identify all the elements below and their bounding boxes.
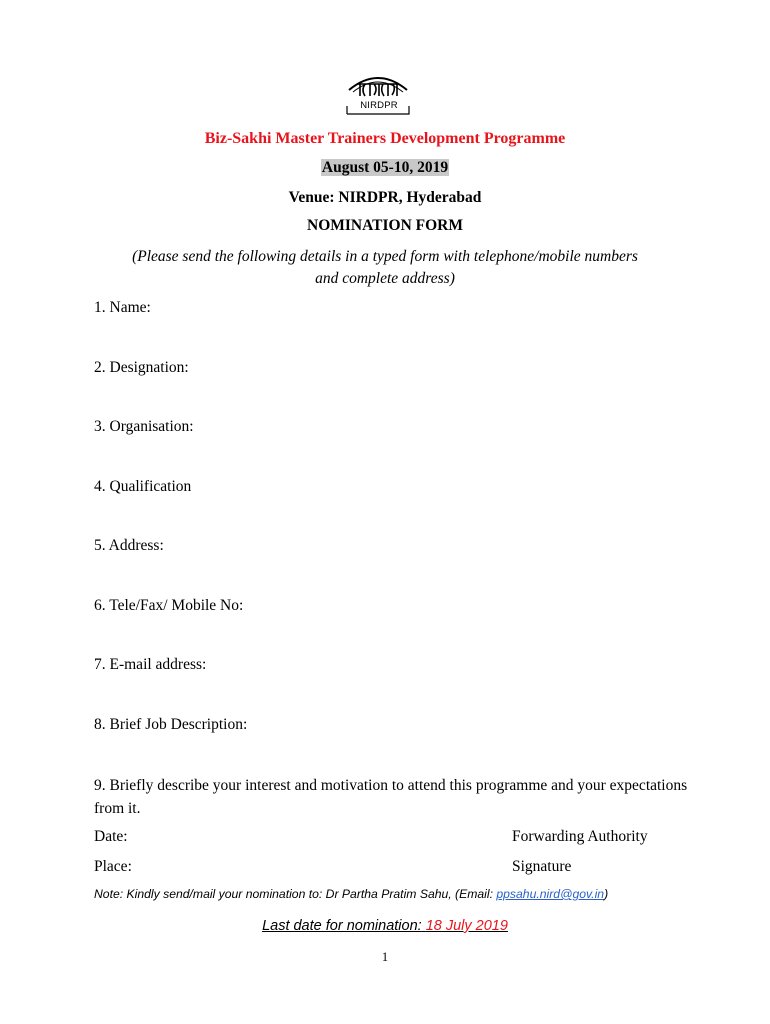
note-text: Note: Kindly send/mail your nomination to: Dr Partha Pratim Sahu, (Email: bbox=[94, 887, 497, 901]
form-title: NOMINATION FORM bbox=[307, 217, 463, 234]
field-designation: 2. Designation: bbox=[94, 359, 189, 376]
nomination-deadline bbox=[0, 918, 770, 934]
note-closing: ) bbox=[604, 887, 609, 901]
instruction-line-1: (Please send the following details in a typed form with telephone/mobile numbers bbox=[132, 248, 638, 265]
logo-text: NIRDPR bbox=[360, 100, 398, 111]
venue: Venue: NIRDPR, Hyderabad bbox=[288, 189, 482, 206]
place-label: Place: bbox=[94, 858, 132, 875]
programme-title: Biz-Sakhi Master Trainers Development Programme bbox=[204, 130, 566, 147]
field-interest-motivation: 9. Briefly describe your interest and motivation to attend this programme and your expectations from it. bbox=[94, 777, 688, 817]
field-email: 7. E-mail address: bbox=[94, 656, 207, 673]
signature-label: Signature bbox=[512, 858, 572, 875]
page-number: 1 bbox=[381, 950, 389, 964]
field-name: 1. Name: bbox=[94, 299, 151, 316]
field-job-description: 8. Brief Job Description: bbox=[94, 716, 248, 733]
field-tele-fax-mobile: 6. Tele/Fax/ Mobile No: bbox=[94, 597, 244, 614]
deadline-label: Last date for nomination: bbox=[262, 918, 422, 934]
programme-dates-text: August 05-10, 2019 bbox=[321, 159, 449, 176]
nirdpr-logo bbox=[343, 70, 413, 118]
submission-note bbox=[94, 887, 608, 901]
instruction bbox=[0, 246, 770, 290]
instruction-line-2: and complete address) bbox=[315, 270, 455, 287]
programme-dates bbox=[0, 159, 770, 177]
field-address: 5. Address: bbox=[94, 537, 164, 554]
field-organisation: 3. Organisation: bbox=[94, 418, 194, 435]
date-label: Date: bbox=[94, 828, 128, 845]
deadline-date: 18 July 2019 bbox=[425, 918, 508, 934]
email-link[interactable]: ppsahu.nird@gov.in bbox=[496, 887, 605, 901]
forwarding-authority-label: Forwarding Authority bbox=[512, 828, 648, 845]
field-qualification: 4. Qualification bbox=[94, 478, 192, 495]
